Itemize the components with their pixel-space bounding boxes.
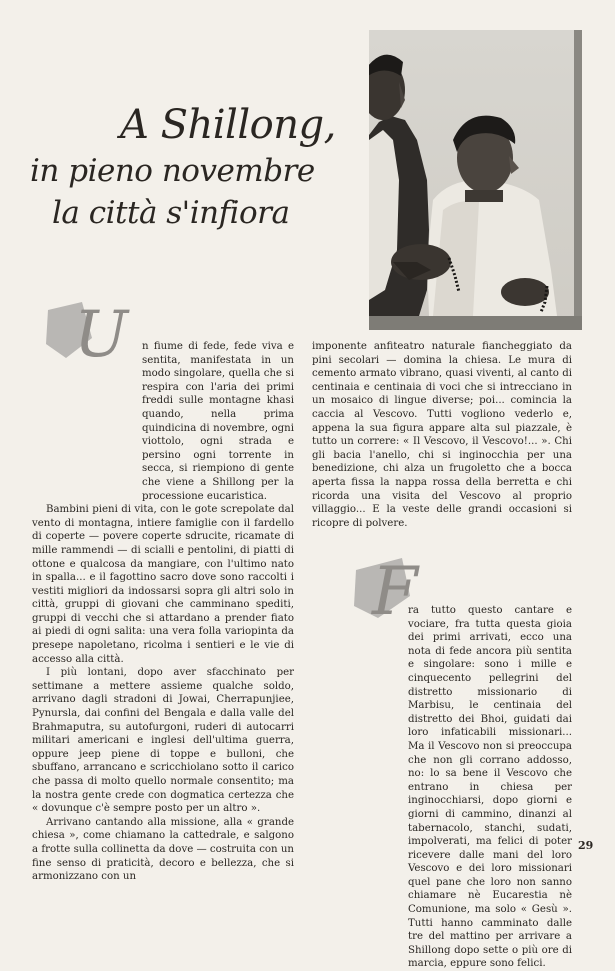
- boys-illustration: [369, 30, 582, 330]
- title-line-3: la città s'infiora: [52, 195, 290, 231]
- dropcap-f-letter: F: [372, 553, 418, 622]
- paragraph-1: n fiume di fede, fede viva e sentita, manifestata in un modo singolare, quella che si respira con l'aria dei primi freddi sulle montagne khasi quando, nella prima quindicina di novembre, ogni viottolo, ogni strada e persino ogni torrente in secca, si riempiono di gente che viene a Shillong per la processione eucaristica.: [142, 341, 294, 502]
- paragraph-5: imponente anfiteatro naturale fiancheggiato da pini secolari — domina la chiesa. Le mura di cemento armato vibrano, quasi viventi, al canto di centinaia e centinaia di voci che si intrecciano in un mosaico di lingue diverse; poi... comincia la caccia al Vescovo. Tutti vogliono vederlo e, appena la sua figura appare alta sul piazzale, è tutto un correre: « Il Vescovo, il Vescovo!... ». Chi gli bacia l'anello, chi si inginocchia per una benedizione, chi alza un frugoletto che a bocca aperta fissa la nappa rossa della berretta e chi ricorda una visita del Vescovo al proprio villaggio... E la veste delle grandi occasioni si ricopre di polvere.: [312, 341, 572, 529]
- photo-frame-right: [574, 30, 582, 330]
- dropcap-u-letter: U: [74, 298, 128, 362]
- left-column: [32, 340, 294, 884]
- article-title: [30, 100, 360, 234]
- paragraph-6: ra tutto questo cantare e vociare, fra tutta questa gioia dei primi arrivati, ecco una nota di fede ancora più sentita e singolare: sono i mille e cinquecento pellegrini del distretto missionario di Marbisu, le centinaia del distretto dei Bhoi, guidati dai loro infaticabili missionari... Ma il Vescovo non si preoccupa che non gli corrano addosso, no: lo sa bene il Vescovo che entrano in chiesa per inginocchiarsi, dopo giorni e giorni di cammino, dinanzi al tabernacolo, stanchi, sudati, impolverati, ma felici di poter ricevere dalle mani del loro Vescovo e dei loro missionari quel pane che loro non sanno chiamare nè Eucarestia nè Comunione, ma solo « Gesù ». Tutti hanno camminato dalle tre del mattino per arrivare a Shillong dopo sette o più ore di marcia, eppure sono felici.: [408, 605, 572, 970]
- paragraph-3: I più lontani, dopo aver sfacchinato per settimane a mettere assieme qualche soldo, arrivano dagli stradoni di Jowai, Cherrapunjiee, Pynursla, dai confini del Bengala e dalla valle del Brahmaputra, su autofurgoni, ruderi di autocarri militari americani e inglesi dell'ultima guerra, oppure jeep piene di toppe e bulloni, che sbuffano, arrancano e scricchiolano sotto il carico che passa di molto quello normale consentito; ma la nostra gente crede con dogmatica certezza che « dovunque c'è sempre posto per un altro ».: [32, 667, 294, 815]
- title-line-2: in pieno novembre: [30, 153, 315, 189]
- right-column-bottom: [312, 604, 572, 971]
- photo-frame-bottom: [369, 316, 582, 330]
- title-line-1: A Shillong,: [120, 102, 336, 148]
- right-column-top: [312, 340, 572, 530]
- paragraph-4: Arrivano cantando alla missione, alla « grande chiesa », come chiamano la cattedrale, e salgono a frotte sulla collinetta da dove — costruita con un fine senso di praticità, decoro e bellezza, che si armonizzano con un: [32, 816, 294, 883]
- photo-boys-with-rosaries: [369, 30, 582, 330]
- page-number: 29: [578, 839, 594, 852]
- paragraph-2: Bambini pieni di vita, con le gote screpolate dal vento di montagna, intiere famiglie con il fardello di coperte — povere coperte sdrucite, ricamate di mille rammendi — di scialli e pentolini, di piatti di ottone e qualcosa da mangiare, con l'ultimo nato in spalla... e il fagottino sacro dove sono raccolti i vestiti migliori da indossarsi sopra gli altri solo in città, gruppi di giovani che camminano spediti, gruppi di vecchi che si attardano a prender fiato ai piedi di ogni salita: una vera folla variopinta da presepe napoletano, ricolma i sentieri e le vie di accesso alla città.: [32, 504, 294, 665]
